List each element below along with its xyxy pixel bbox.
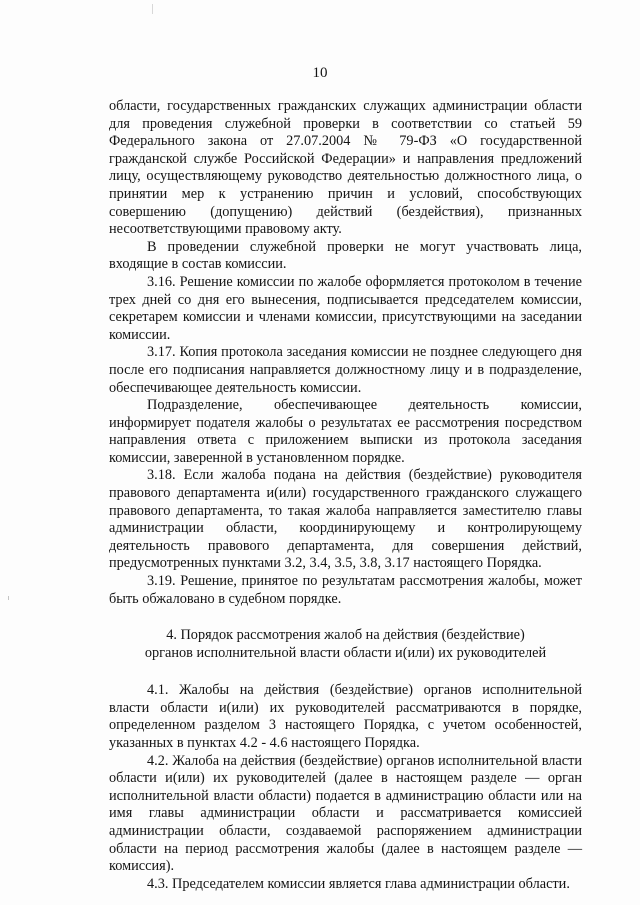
- section-4-body: [109, 682, 582, 893]
- paragraph: 3.19. Решение, принятое по результатам рассмотрения жалобы, может быть обжаловано в судебном порядке.: [109, 573, 582, 607]
- paragraph: 4.3. Председателем комиссии является глава администрации области.: [147, 875, 570, 892]
- paragraph: 4.2. Жалоба на действия (бездействие) органов исполнительной власти области и(или) их руководителей (далее в настоящем разделе — орган исполнительной власти области) подается в администрацию области или на имя главы администрации области и рассматривается комиссией администрации области, создаваемой распоряжением администрации области на период рассмотрения жалобы (далее в настоящем разделе — комиссия).: [109, 752, 582, 875]
- page-number: 10: [312, 65, 328, 81]
- section-heading: [109, 626, 582, 662]
- scan-margin-mark: [152, 4, 153, 14]
- paragraph: 4.1. Жалобы на действия (бездействие) органов исполнительной власти области и(или) их руководителей рассматриваются в порядке, определенном разделом 3 настоящего Порядка, с учетом особенностей, указанных в пунктах 4.2 - 4.6 настоящего Порядка.: [109, 682, 582, 751]
- paragraph: 3.16. Решение комиссии по жалобе оформляется протоколом в течение трех дней со дня его вынесения, подписывается председателем комиссии, секретарем комиссии и членами комиссии, присутствующими на заседании комиссии.: [109, 273, 582, 343]
- paragraph: 3.17. Копия протокола заседания комиссии не позднее следующего дня после его подписания направляется должностному лицу и в подразделение, обеспечивающее деятельность комиссии.: [109, 344, 582, 396]
- paragraph: области, государственных гражданских служащих администрации области для проведения служебной проверки в соответствии со статьей 59 Федерального закона от 27.07.2004 № 79-ФЗ «О государственной гражданской службе Российской Федерации» и направления предложений лицу, осуществляющему руководство деятельностью должностного лица, о принятии мер к устранению причин и условий, способствующих совершению (допущению) действий (бездействия), признанных несоответствующими правовому акту.: [109, 98, 582, 238]
- paragraph: Подразделение, обеспечивающее деятельность комиссии, информирует подателя жалобы о результатах ее рассмотрения посредством направления ответа с приложением выписки из протокола заседания комиссии, заверенной в установленном порядке.: [109, 397, 582, 466]
- document-body: [109, 98, 582, 893]
- section-heading-line: органов исполнительной власти области и(или) их руководителей: [144, 645, 547, 662]
- scan-margin-mark: [8, 596, 9, 600]
- paragraph: 3.18. Если жалоба подана на действия (бездействие) руководителя правового департамента и(или) государственного гражданского служащего правового департамента, то такая жалоба направляется заместителю главы администрации области, координирующему и контролирующему деятельность правового департамента, для совершения действий, предусмотренных пунктами 3.2, 3.4, 3.5, 3.8, 3.17 настоящего Порядка.: [109, 467, 582, 572]
- section-3-continuation: [109, 98, 582, 608]
- section-heading-line: 4. Порядок рассмотрения жалоб на действия (бездействие): [166, 627, 525, 644]
- paragraph: В проведении служебной проверки не могут участвовать лица, входящие в состав комиссии.: [109, 238, 582, 273]
